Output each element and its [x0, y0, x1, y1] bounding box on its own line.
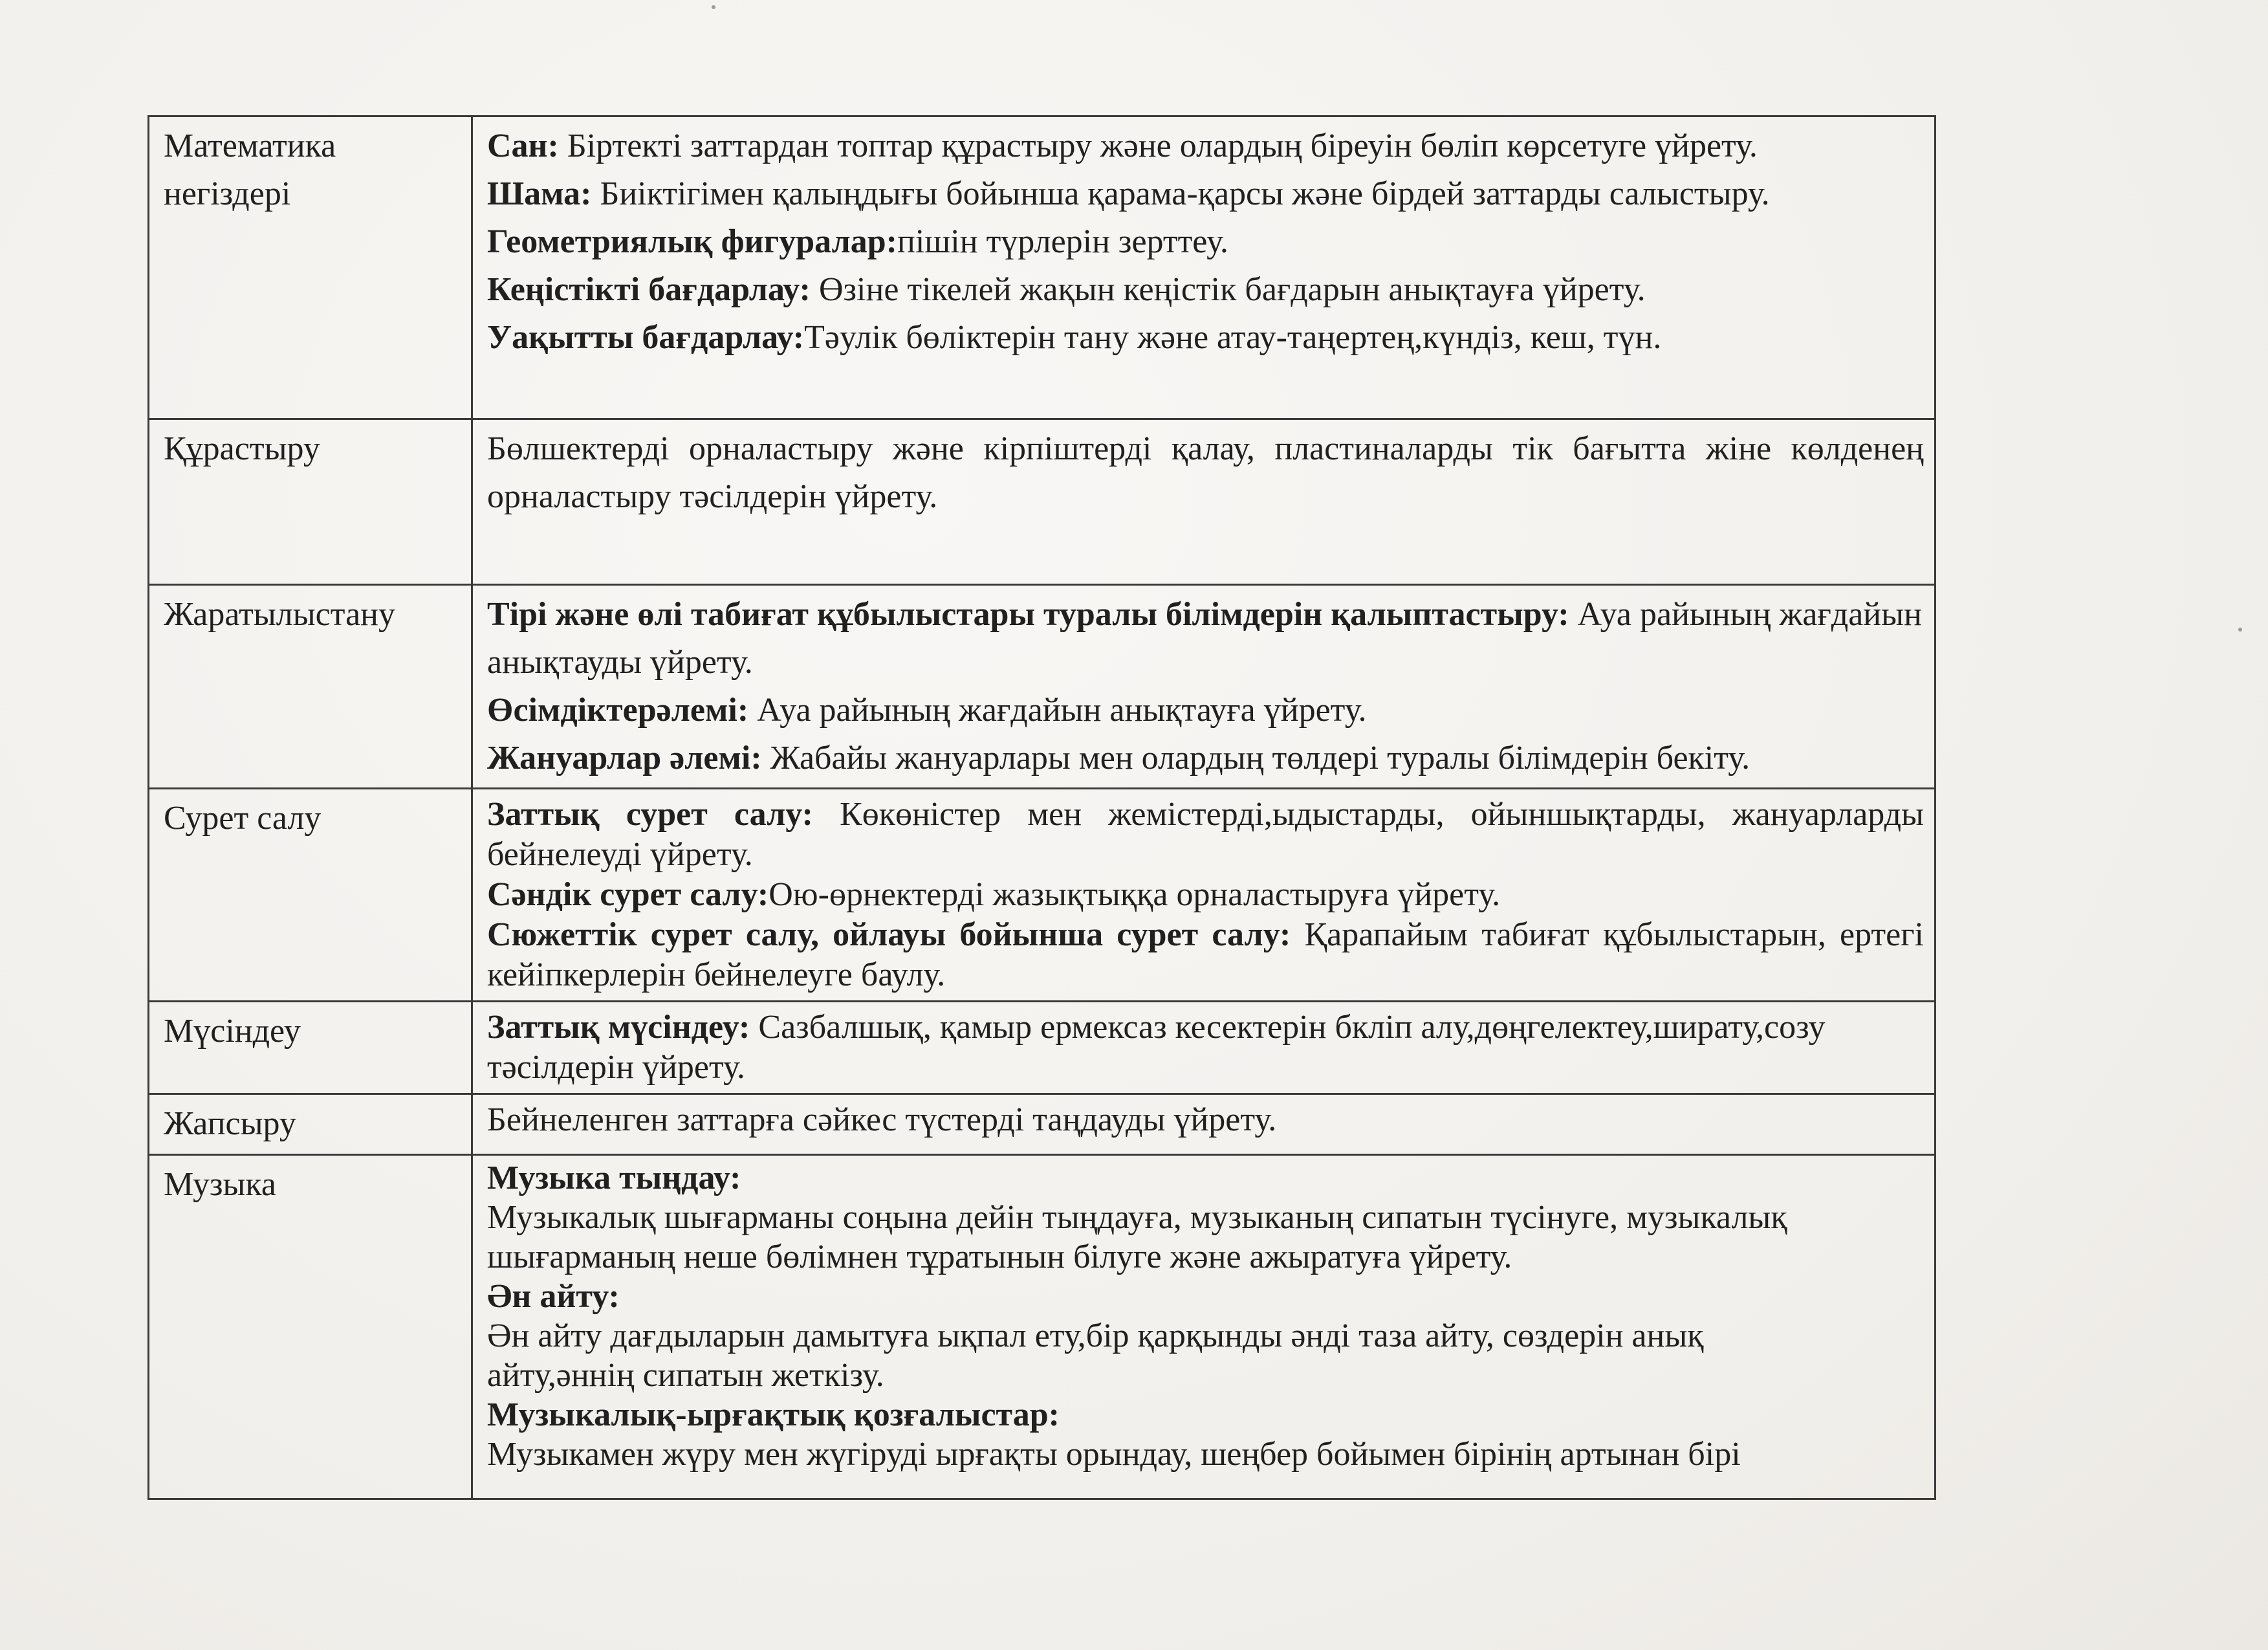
table-row-modeling	[149, 1002, 1935, 1094]
table-row-mathematics	[149, 116, 1935, 419]
content-line: Сюжеттік сурет салу, ойлауы бойынша сурет салу: Қарапайым табиғат құбылыстарын, ертегі кейіпкерлерін бейнелеуге баулу.	[487, 916, 1924, 993]
content-line: Ән айту дағдыларын дамытуға ықпал ету,бір қарқынды әнді таза айту, сөздерін анық айту,әннің сипатын жеткізу.	[487, 1317, 1704, 1394]
content-line: Тірі және өлі табиғат құбылыстары туралы білімдерін қалыптастыру: Ауа райының жағдайын анықтауды үйрету.	[487, 596, 1922, 681]
content-cell	[472, 116, 1935, 419]
content-line: Музыка тыңдау:	[487, 1160, 741, 1196]
subject-cell: Музыка	[149, 1155, 472, 1499]
content-line: Кеңістікті бағдарлау: Өзіне тікелей жақын кеңістік бағдарын анықтауға үйрету.	[487, 271, 1646, 308]
content-line: Өсімдіктерәлемі: Ауа райының жағдайын анықтауға үйрету.	[487, 692, 1367, 729]
content-cell	[472, 419, 1935, 585]
content-line: Музыкалық шығарманы соңына дейін тыңдауға, музыканың сипатын түсінуге, музыкалық шығарманың неше бөлімнен тұратынын білуге және ажыратуға үйрету.	[487, 1199, 1787, 1275]
subject-cell: Жапсыру	[149, 1094, 472, 1155]
content-line: Шама: Биіктігімен қалыңдығы бойынша қарама-қарсы және бірдей заттарды салыстыру.	[487, 175, 1770, 212]
content-cell	[472, 585, 1935, 789]
subject-cell: Математика негіздері	[149, 116, 472, 419]
table-row-nature-science	[149, 585, 1935, 789]
subject-cell: Құрастыру	[149, 419, 472, 585]
content-line: Уақытты бағдарлау:Тәулік бөліктерін тану және атау-таңертең,күндіз, кеш, түн.	[487, 319, 1662, 356]
content-cell	[472, 1155, 1935, 1499]
subject-cell: Мүсіндеу	[149, 1002, 472, 1094]
table-row-music	[149, 1155, 1935, 1499]
content-line: Сәндік сурет салу:Ою-өрнектерді жазықтыққа орналастыруға үйрету.	[487, 876, 1501, 913]
content-line: Бөлшектерді орналастыру және кірпіштерді қалау, пластиналарды тік бағытта жіне көлденең орналастыру тәсілдерін үйрету.	[487, 430, 1924, 515]
content-cell	[472, 1094, 1935, 1155]
content-line: Музыкамен жүру мен жүгіруді ырғақты орындау, шеңбер бойымен бірінің артынан бірі	[487, 1436, 1741, 1473]
content-line: Музыкалық-ырғақтық қозғалыстар:	[487, 1396, 1060, 1433]
content-cell	[472, 789, 1935, 1002]
content-line: Сан: Біртекті заттардан топтар құрастыру және олардың біреуін бөліп көрсетуге үйрету.	[487, 127, 1758, 164]
subject-cell: Жаратылыстану	[149, 585, 472, 789]
table-row-drawing	[149, 789, 1935, 1002]
content-line: Бейнеленген заттарға сәйкес түстерді таңдауды үйрету.	[487, 1101, 1277, 1138]
content-line: Жануарлар әлемі: Жабайы жануарлары мен олардың төлдері туралы білімдерін бекіту.	[487, 740, 1750, 776]
curriculum-table	[147, 115, 1936, 1500]
table-row-applique	[149, 1094, 1935, 1155]
subject-cell: Сурет салу	[149, 789, 472, 1002]
content-line: Ән айту:	[487, 1278, 620, 1315]
table-row-construction	[149, 419, 1935, 585]
scan-speck	[712, 5, 715, 9]
content-line: Геометриялық фигуралар:пішін түрлерін зерттеу.	[487, 223, 1228, 260]
scan-speck	[2238, 628, 2242, 632]
content-line: Заттық мүсіндеу: Сазбалшық, қамыр ермексаз кесектерін бкліп алу,дөңгелектеу,ширату,созу тәсілдерін үйрету.	[487, 1009, 1826, 1086]
content-line: Заттық сурет салу: Көкөністер мен жемістерді,ыдыстарды, ойыншықтарды, жануарларды бейнелеуді үйрету.	[487, 796, 1924, 873]
content-cell	[472, 1002, 1935, 1094]
